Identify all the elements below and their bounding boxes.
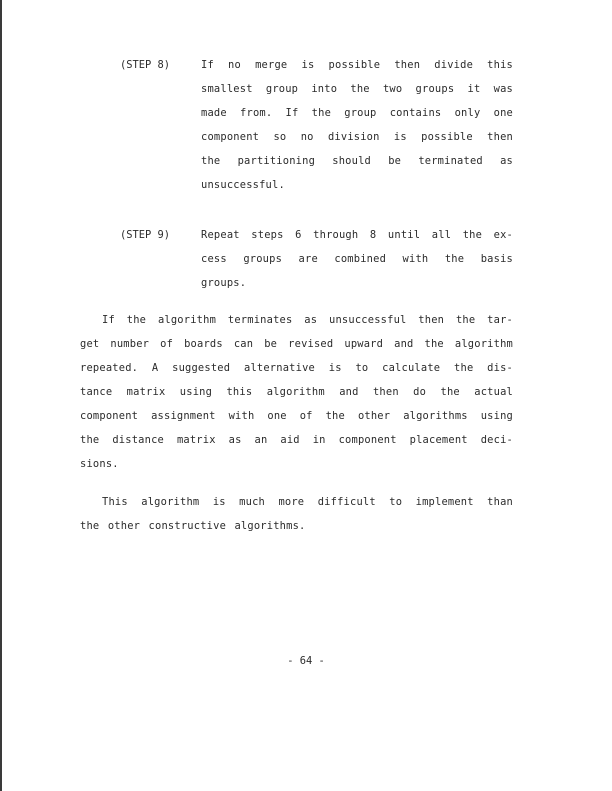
- paragraph-1-line-1: If the algorithm terminates as unsuccessful then the tar-: [102, 314, 513, 326]
- paragraph-1-line-4: tance matrix using this algorithm and then do the actual: [80, 386, 513, 398]
- step-8-line-5: the partitioning should be terminated as: [201, 155, 513, 167]
- page-number: - 64 -: [287, 655, 325, 667]
- step-9-line-2: cess groups are combined with the basis: [201, 253, 513, 265]
- paragraph-1-line-2: get number of boards can be revised upward and the algorithm: [80, 338, 513, 350]
- step-9-label: (STEP 9): [120, 229, 171, 241]
- step-8-label: (STEP 8): [120, 59, 171, 71]
- step-8-line-3: made from. If the group contains only one: [201, 107, 513, 119]
- step-9-line-3: groups.: [201, 277, 247, 289]
- step-9-line-1: Repeat steps 6 through 8 until all the ex-: [201, 229, 513, 241]
- paragraph-1-line-7: sions.: [80, 458, 119, 470]
- page-left-edge: [0, 0, 2, 791]
- paragraph-1-line-6: the distance matrix as an aid in component placement deci-: [80, 434, 513, 446]
- paragraph-1-line-3: repeated. A suggested alternative is to calculate the dis-: [80, 362, 513, 374]
- step-8-line-1: If no merge is possible then divide this: [201, 59, 513, 71]
- paragraph-2-line-1: This algorithm is much more difficult to implement than: [102, 496, 513, 508]
- step-8-line-6: unsuccessful.: [201, 179, 285, 191]
- step-8-line-2: smallest group into the two groups it was: [201, 83, 513, 95]
- step-8-line-4: component so no division is possible then: [201, 131, 513, 143]
- paragraph-2-line-2: the other constructive algorithms.: [80, 520, 306, 532]
- paragraph-1-line-5: component assignment with one of the other algorithms using: [80, 410, 513, 422]
